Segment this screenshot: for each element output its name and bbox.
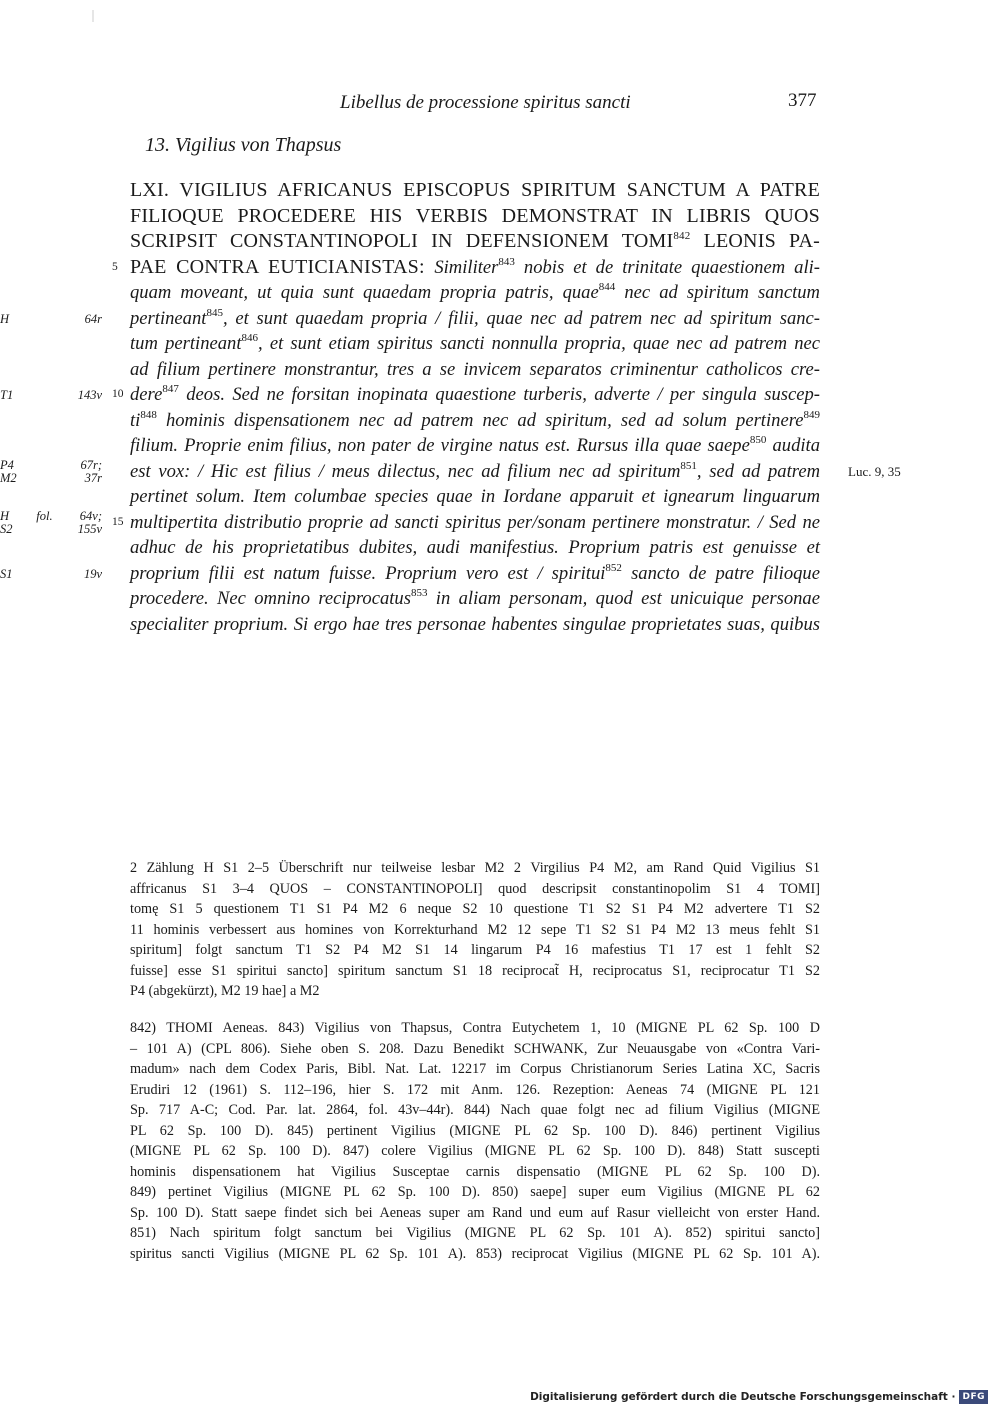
footnote-ref: 842: [673, 230, 691, 242]
apparatus-line: tomę S1 5 questionem T1 S1 P4 M2 6 neque S2 10 questione T1 S2 S1 P4 M2 advertere T1 S2: [130, 901, 820, 917]
digitization-credit: [530, 1390, 988, 1404]
apparatus-line: fuisse] esse S1 spiritui sancto] spiritum sanctum S1 18 reciprocat̃ H, reciprocatus S1, reciprocatur T1 S2: [130, 962, 820, 979]
text-line-9: T1 143v 10 dere$^{847}$ deos. Sed ne forsitan inopinata quaestione turberis, adverte / per singula suscep-: [130, 382, 820, 408]
text-line-12: P4 67r; M2 37r est vox: / Hic est filius / meus dilectus, nec ad filium nec ad spiritum$^{851}$, sed ad patrem Luc. 9, 35: [0, 457, 901, 485]
footnote-ref: 847: [162, 383, 179, 395]
footnote-line: – 101 A) (CPL 806). Siehe oben S. 208. Dazu Benedikt SCHWANK, Zur Neuausgabe von «Contra Vari-: [130, 1040, 820, 1057]
footnote-line: Sp. 717 A-C; Cod. Par. lat. 2864, fol. 43v–44r). 844) Nach quae folgt nec ad filium Vigilius (MIGNE: [130, 1102, 820, 1118]
footnote-ref: 850: [749, 434, 767, 446]
text-line-18: specialiter proprium. Si ergo hae tres personae habentes singulae proprietates suas, quibus: [130, 613, 820, 635]
apparatus-line: P4 (abgekürzt), M2 19 hae] a M2: [130, 983, 320, 999]
text-line-2: FILIOQUE PROCEDERE HIS VERBIS DEMONSTRAT IN LIBRIS QUOS: [130, 204, 820, 227]
text-line-15: adhuc de his proprietatibus dubites, audi manifestius. Proprium patris est genuisse et: [130, 537, 820, 558]
text-line-11: filium. Proprie enim filius, non pater de virgine natus est. Rursus illa quae saepe$^{850}$ audita: [130, 434, 820, 456]
text-line-16: S1 19v proprium filii est natum fuisse. Proprium vero est / spiritui$^{852}$ sancto de patre filioque: [0, 561, 820, 584]
footnote-ref: 852: [605, 561, 622, 574]
text-line-14: H fol. 64v; S2 155v 15 multipertita distributio proprie ad sancti spiritus per/sonam pertinere monstratur. / Sed ne: [0, 508, 820, 536]
footnote-ref: 851: [680, 459, 697, 472]
footnote-ref: 844: [598, 281, 616, 293]
footnote-ref: 845: [206, 306, 223, 319]
text-line-1: LXI. VIGILIUS AFRICANUS EPISCOPUS SPIRITUM SANCTUM A PATRE: [130, 179, 820, 201]
footnote-line: (MIGNE PL 62 Sp. 100 D). 847) colere Vigilius (MIGNE PL 62 Sp. 100 D). 848) Statt suscepti: [130, 1143, 820, 1159]
footnote-line: PL 62 Sp. 100 D). 845) pertinent Vigilius (MIGNE PL 62 Sp. 100 D). 846) pertinent Vigilius: [130, 1122, 820, 1139]
line-number: 10: [112, 388, 124, 400]
apparatus-line: affricanus S1 3–4 QUOS – CONSTANTINOPOLI] quod descripsit constantinopolim S1 4 TOMI]: [130, 880, 820, 897]
text-line-5: quam moveant, ut quia sunt quaedam propria patris, quae$^{844}$ nec ad spiritum sanctum: [130, 281, 820, 303]
line-number: 5: [112, 260, 118, 273]
text-line-4: 5 PAE CONTRA EUTICIANISTAS: Similiter$^{843}$ nobis et de trinitate quaestionem ali-: [130, 255, 820, 281]
dfg-logo: DFG: [959, 1390, 988, 1404]
footnote-line: Erudiri 12 (1961) S. 112–196, hier S. 172 mit Anm. 126. Rezeption: Aeneas 74 (MIGNE PL 121: [130, 1081, 820, 1098]
footnote-ref: 848: [140, 408, 157, 421]
footnote-line: 851) Nach spiritum folgt sanctum bei Vigilius (MIGNE PL 62 Sp. 101 A). 852) spiritui sancto]: [130, 1225, 820, 1241]
section-title: 13. Vigilius von Thapsus: [145, 134, 342, 156]
apparatus-line: 2 Zählung H S1 2–5 Überschrift nur teilweise lesbar M2 2 Virgilius P4 M2, am Rand Quid Vigilius S1: [130, 860, 820, 876]
footnote-line: madum» nach dem Codex Paris, Bibl. Nat. Lat. 12217 im Corpus Christianorum Series Latina XC, Sacris: [130, 1061, 820, 1077]
manuscript-folio-marker: H 64r: [0, 311, 102, 326]
credit-text: Digitalisierung gefördert durch die Deutsche Forschungsgemeinschaft ·: [530, 1391, 956, 1403]
bible-reference: Luc. 9, 35: [848, 463, 901, 479]
critical-apparatus: [130, 858, 820, 1002]
footnote-line: 842) THOMI Aeneas. 843) Vigilius von Thapsus, Contra Eutychetem 1, 10 (MIGNE PL 62 Sp. 100 D: [130, 1020, 820, 1036]
text-line-3: SCRIPSIT CONSTANTINOPOLI IN DEFENSIONEM TOMI$^{842}$ LEONIS PA-: [130, 230, 820, 252]
page-number: 377: [788, 90, 817, 111]
footnote-ref: 849: [803, 408, 820, 421]
line-number: 15: [112, 515, 124, 528]
text-line-13: pertinet solum. Item columbae species quae in Iordane apparuit et ignearum linguarum: [130, 486, 820, 507]
manuscript-folio-marker: T1 143v: [0, 388, 102, 402]
footnote-line: 849) pertinet Vigilius (MIGNE PL 62 Sp. 100 D). 850) saepe] super eum Vigilius (MIGNE PL 62: [130, 1184, 820, 1200]
footnotes: [130, 1018, 820, 1264]
text-line-7: tum pertineant$^{846}$, et sunt etiam spiritus sancti nonnulla propria, quae nec ad patrem nec: [130, 332, 820, 354]
apparatus-line: 11 hominis verbessert aus homines von Korrekturhand M2 12 sepe T1 S2 S1 P4 M2 13 meus fehlt S1: [130, 921, 820, 938]
footnote-ref: 853: [410, 587, 428, 599]
manuscript-folio-marker: P4 67r;: [0, 457, 102, 472]
apparatus-line: spiritum] folgt sanctum T1 S2 P4 M2 S1 14 lingarum P4 16 mafestius T1 17 est 1 fehlt S2: [130, 942, 820, 958]
manuscript-folio-marker: S2 155v: [0, 521, 102, 536]
footnote-line: spiritus sancti Vigilius (MIGNE PL 62 Sp. 101 A). 853) reciprocat Vigilius (MIGNE PL 62 Sp. 101 A).: [130, 1245, 820, 1262]
running-title: Libellus de processione spiritus sancti: [340, 92, 631, 113]
manuscript-folio-marker: M2 37r: [0, 470, 102, 485]
scan-mark: [92, 10, 94, 22]
footnote-line: Sp. 100 D). Statt saepe findet sich bei Aeneas super am Rand und eum auf Rasur vielleicht von erster Hand.: [130, 1204, 820, 1221]
text-line-10: $ti^{848}$ hominis dispensationem nec ad patrem nec ad spiritum, sed ad solum pertinere$^{849}$: [130, 408, 820, 431]
footnote-line: hominis dispensationem hat Vigilius Susceptae carnis dispensatio (MIGNE PL 62 Sp. 100 D).: [130, 1163, 820, 1180]
footnote-ref: 846: [241, 332, 258, 344]
text-line-8: ad filium pertinere monstrantur, tres a se invicem separatos criminentur catholicos cre-: [130, 358, 820, 380]
text-line-6: H 64r pertineant$^{845}$, et sunt quaedam propria / filii, quae nec ad patrem nec ad spiritum sanc-: [0, 306, 820, 329]
text-line-17: procedere. Nec omnino reciprocatus$^{853}$ in aliam personam, quod est unicuique personae: [130, 587, 820, 609]
manuscript-folio-marker: S1 19v: [0, 566, 102, 581]
manuscript-folio-marker: H fol. 64v;: [0, 508, 102, 523]
main-text: [0, 178, 901, 637]
footnote-ref: 843: [498, 255, 515, 268]
